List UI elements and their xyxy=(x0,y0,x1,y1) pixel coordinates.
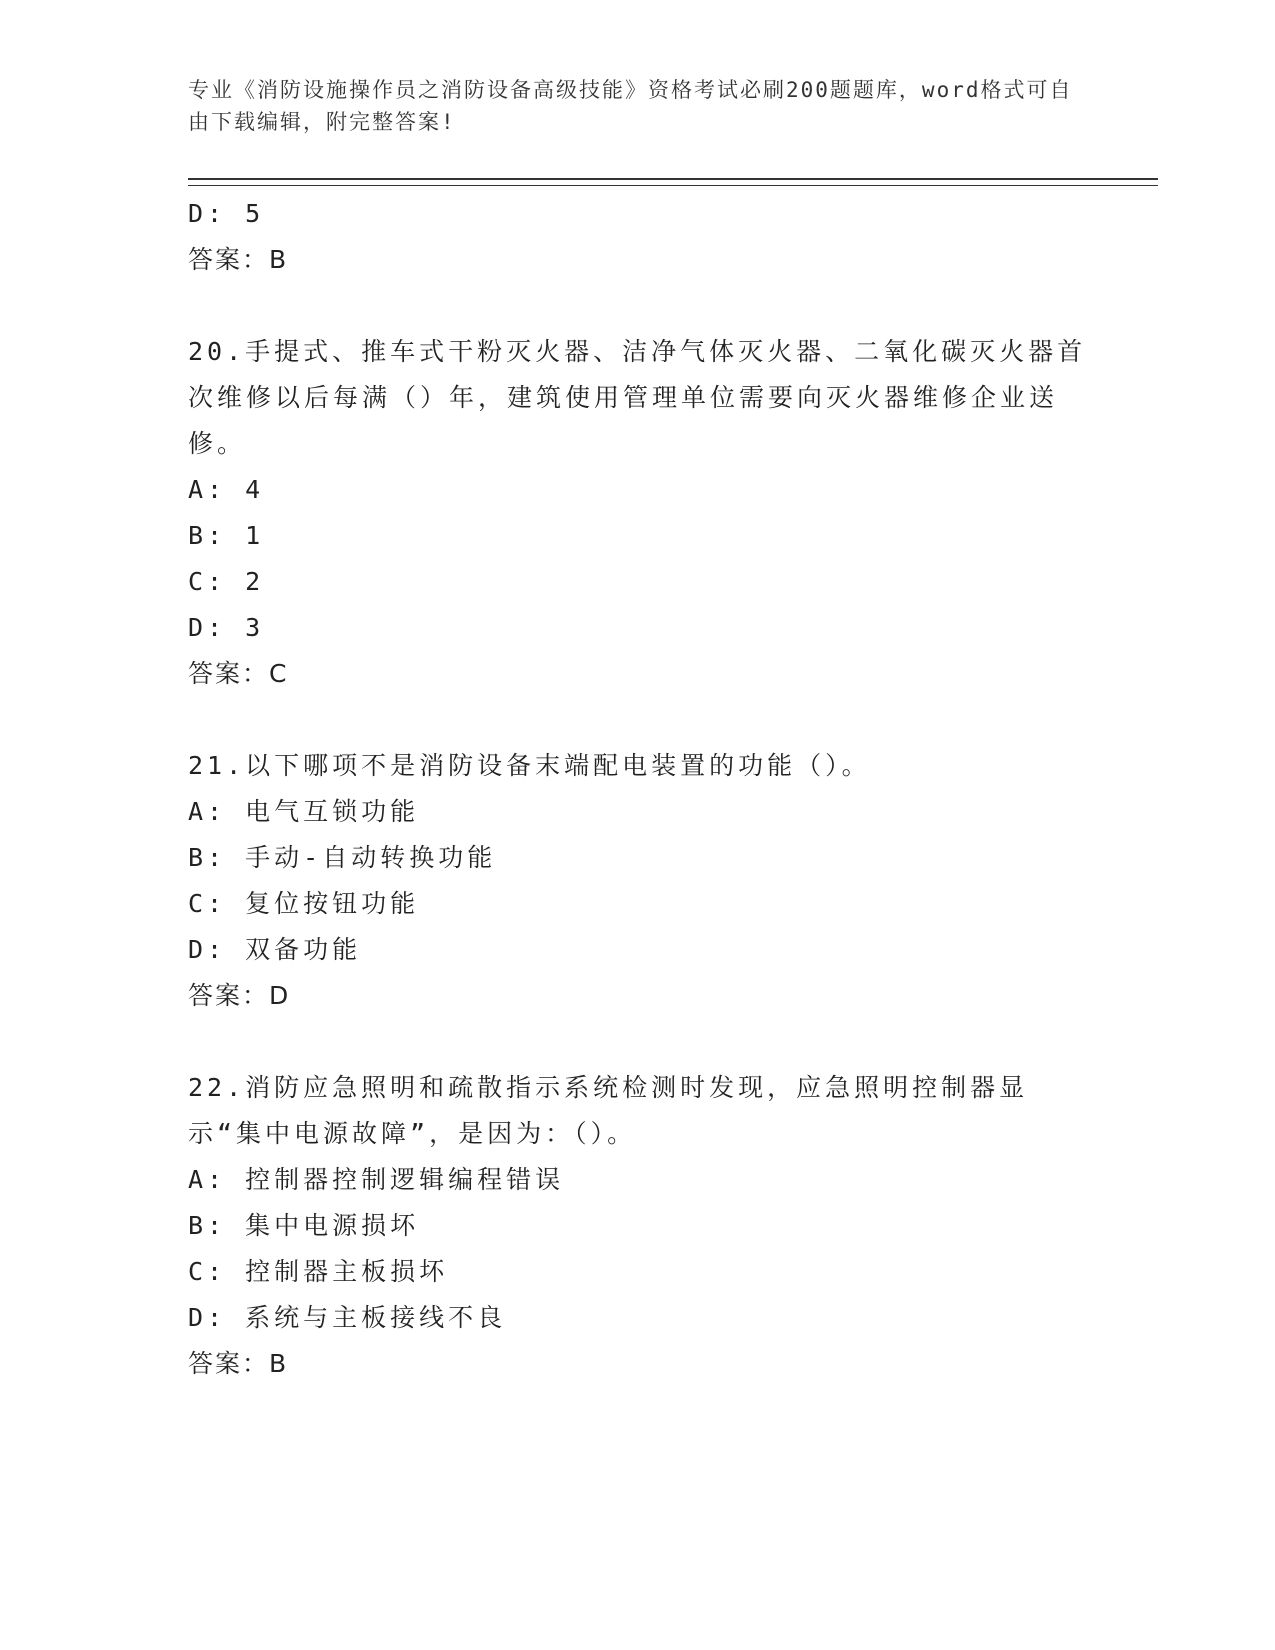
answer: 答案：D xyxy=(188,981,291,1010)
spacer xyxy=(188,1019,1088,1065)
spacer xyxy=(188,283,1088,329)
page-header: 专业《消防设施操作员之消防设备高级技能》资格考试必刷200题题库，word格式可自由下载编辑，附完整答案! xyxy=(188,78,1073,134)
option-d: D: 3 xyxy=(188,613,265,642)
question-22 xyxy=(188,1065,1088,1387)
option-b: B: 手动-自动转换功能 xyxy=(188,843,497,872)
option-a: A: 4 xyxy=(188,475,265,504)
header-divider xyxy=(188,178,1158,186)
option-d: D: 系统与主板接线不良 xyxy=(188,1303,507,1332)
option-c: C: 控制器主板损坏 xyxy=(188,1257,449,1286)
answer: 答案：C xyxy=(188,659,289,688)
previous-question-tail xyxy=(188,191,1088,283)
option-a: A: 控制器控制逻辑编程错误 xyxy=(188,1165,565,1194)
question-stem: 22.消防应急照明和疏散指示系统检测时发现，应急照明控制器显示“集中电源故障”，是因为：（）。 xyxy=(188,1073,1029,1148)
option-c: C: 复位按钮功能 xyxy=(188,889,420,918)
answer: 答案：B xyxy=(188,245,289,274)
option-b: B: 集中电源损坏 xyxy=(188,1211,420,1240)
option-d: D: 5 xyxy=(188,199,265,228)
question-21 xyxy=(188,743,1088,1019)
answer: 答案：B xyxy=(188,1349,289,1378)
question-stem: 20.手提式、推车式干粉灭火器、洁净气体灭火器、二氧化碳灭火器首次维修以后每满（）年，建筑使用管理单位需要向灭火器维修企业送修。 xyxy=(188,337,1087,458)
option-d: D: 双备功能 xyxy=(188,935,362,964)
option-b: B: 1 xyxy=(188,521,265,550)
document-body xyxy=(188,191,1088,1387)
option-a: A: 电气互锁功能 xyxy=(188,797,420,826)
question-stem: 21.以下哪项不是消防设备末端配电装置的功能（）。 xyxy=(188,751,871,780)
spacer xyxy=(188,697,1088,743)
option-c: C: 2 xyxy=(188,567,265,596)
question-20 xyxy=(188,329,1088,697)
